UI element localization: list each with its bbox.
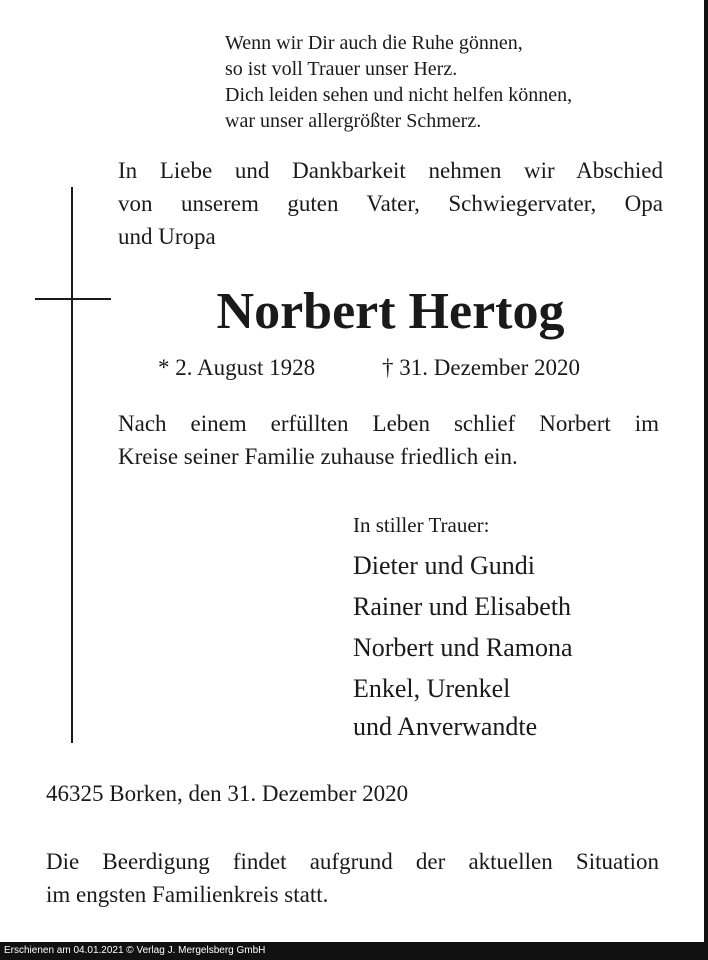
- burial-line: im engsten Familienkreis statt.: [46, 882, 329, 907]
- passing-statement: [118, 407, 659, 473]
- mourners-list: [353, 510, 573, 745]
- poem: [225, 30, 572, 134]
- mourner-name: und Anverwandte: [353, 712, 538, 741]
- deceased-name: Norbert Hertog: [216, 283, 565, 340]
- mourners-heading: In stiller Trauer:: [353, 513, 490, 537]
- publication-footer: Erschienen am 04.01.2021 © Verlag J. Mergelsberg GmbH: [4, 945, 266, 956]
- poem-line: Dich leiden sehen und nicht helfen können,: [225, 84, 573, 106]
- mourner-name: Norbert und Ramona: [353, 633, 573, 662]
- intro-line: von unserem guten Vater, Schwiegervater, Opa: [118, 191, 663, 216]
- poem-line: so ist voll Trauer unser Herz.: [225, 58, 458, 80]
- farewell-intro: [118, 154, 663, 253]
- burial-notice: [46, 845, 659, 911]
- cross-icon-vertical-bar: [71, 187, 73, 743]
- poem-line: Wenn wir Dir auch die Ruhe gönnen,: [225, 32, 523, 54]
- place-and-date: 46325 Borken, den 31. Dezember 2020: [46, 781, 409, 806]
- mourner-name: Enkel, Urenkel: [353, 674, 511, 703]
- passing-line: Kreise seiner Familie zuhause friedlich ein.: [118, 444, 518, 469]
- intro-line: und Uropa: [118, 224, 216, 249]
- burial-line: Die Beerdigung findet aufgrund der aktuellen Situation: [46, 849, 659, 874]
- mourner-name: Dieter und Gundi: [353, 551, 535, 580]
- passing-line: Nach einem erfüllten Leben schlief Norbert im: [118, 411, 659, 436]
- poem-line: war unser allergrößter Schmerz.: [225, 110, 482, 132]
- birth-date: * 2. August 1928: [158, 355, 316, 380]
- death-date: † 31. Dezember 2020: [382, 355, 580, 380]
- intro-line: In Liebe und Dankbarkeit nehmen wir Abschied: [118, 158, 663, 183]
- cross-icon-horizontal-bar: [35, 298, 111, 300]
- mourner-name: Rainer und Elisabeth: [353, 592, 572, 621]
